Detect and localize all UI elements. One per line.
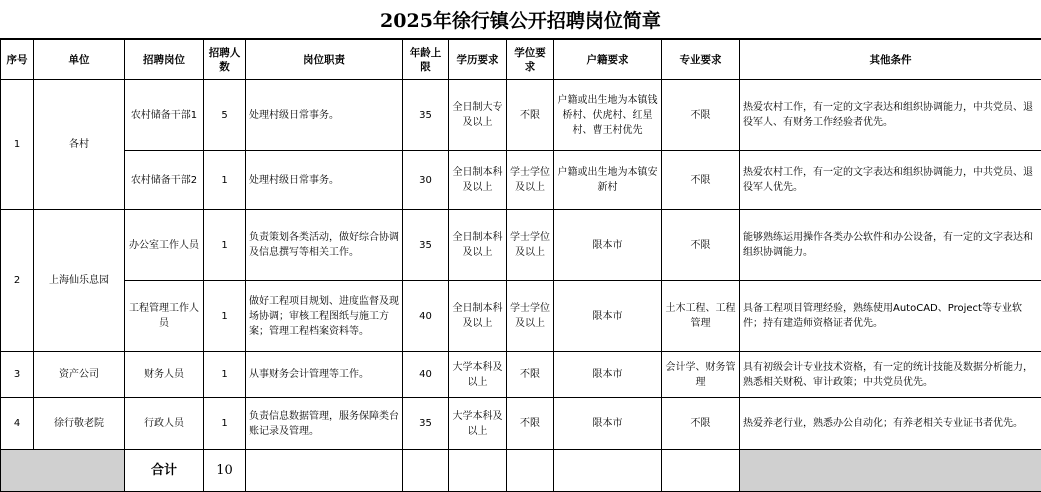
page-title: 2025年徐行镇公开招聘岗位简章 bbox=[0, 0, 1041, 39]
row-other: 具有初级会计专业技术资格，有一定的统计技能及数据分析能力，熟悉相关财税、审计政策；中共党员优先。 bbox=[740, 352, 1041, 398]
row-age: 40 bbox=[403, 352, 449, 398]
row-count: 1 bbox=[204, 352, 246, 398]
row-age: 40 bbox=[403, 281, 449, 352]
total-blank bbox=[554, 450, 662, 492]
header-other: 其他条件 bbox=[740, 40, 1041, 80]
row-index: 1 bbox=[1, 80, 34, 210]
row-age: 35 bbox=[403, 80, 449, 151]
row-degree: 学士学位及以上 bbox=[507, 210, 554, 281]
row-degree: 学士学位及以上 bbox=[507, 151, 554, 210]
table-row bbox=[1, 151, 1041, 210]
header-major: 专业要求 bbox=[662, 40, 740, 80]
total-row bbox=[1, 450, 1041, 492]
row-position: 财务人员 bbox=[125, 352, 204, 398]
row-hukou: 户籍或出生地为本镇钱桥村、伏虎村、红星村、曹王村优先 bbox=[554, 80, 662, 151]
row-unit: 上海仙乐息园 bbox=[34, 210, 125, 352]
header-hukou: 户籍要求 bbox=[554, 40, 662, 80]
row-age: 35 bbox=[403, 398, 449, 450]
row-major: 不限 bbox=[662, 398, 740, 450]
table-row bbox=[1, 398, 1041, 450]
row-index: 4 bbox=[1, 398, 34, 450]
row-duty: 做好工程项目规划、进度监督及现场协调；审核工程图纸与施工方案；管理工程档案资料等。 bbox=[246, 281, 403, 352]
row-duty: 处理村级日常事务。 bbox=[246, 80, 403, 151]
header-unit: 单位 bbox=[34, 40, 125, 80]
row-count: 1 bbox=[204, 281, 246, 352]
row-hukou: 户籍或出生地为本镇安新村 bbox=[554, 151, 662, 210]
table-row bbox=[1, 352, 1041, 398]
row-position: 农村储备干部1 bbox=[125, 80, 204, 151]
row-education: 大学本科及以上 bbox=[449, 352, 507, 398]
header-degree: 学位要求 bbox=[507, 40, 554, 80]
row-education: 大学本科及以上 bbox=[449, 398, 507, 450]
row-education: 全日制本科及以上 bbox=[449, 151, 507, 210]
row-unit: 资产公司 bbox=[34, 352, 125, 398]
row-position: 农村储备干部2 bbox=[125, 151, 204, 210]
table-row bbox=[1, 281, 1041, 352]
row-duty: 处理村级日常事务。 bbox=[246, 151, 403, 210]
row-index: 3 bbox=[1, 352, 34, 398]
row-education: 全日制本科及以上 bbox=[449, 281, 507, 352]
row-major: 会计学、财务管理 bbox=[662, 352, 740, 398]
row-major: 土木工程、工程管理 bbox=[662, 281, 740, 352]
row-duty: 负责信息数据管理，服务保障类台账记录及管理。 bbox=[246, 398, 403, 450]
row-hukou: 限本市 bbox=[554, 398, 662, 450]
total-blank-right bbox=[740, 450, 1041, 492]
header-education: 学历要求 bbox=[449, 40, 507, 80]
row-other: 热爱农村工作，有一定的文字表达和组织协调能力，中共党员、退役军人、有财务工作经验者优先。 bbox=[740, 80, 1041, 151]
row-major: 不限 bbox=[662, 80, 740, 151]
header-duty: 岗位职责 bbox=[246, 40, 403, 80]
row-age: 35 bbox=[403, 210, 449, 281]
row-duty: 负责策划各类活动，做好综合协调及信息撰写等相关工作。 bbox=[246, 210, 403, 281]
row-position: 行政人员 bbox=[125, 398, 204, 450]
total-blank bbox=[507, 450, 554, 492]
row-index: 2 bbox=[1, 210, 34, 352]
header-index: 序号 bbox=[1, 40, 34, 80]
row-major: 不限 bbox=[662, 151, 740, 210]
row-hukou: 限本市 bbox=[554, 210, 662, 281]
row-major: 不限 bbox=[662, 210, 740, 281]
row-position: 工程管理工作人员 bbox=[125, 281, 204, 352]
row-count: 5 bbox=[204, 80, 246, 151]
row-education: 全日制大专及以上 bbox=[449, 80, 507, 151]
row-education: 全日制本科及以上 bbox=[449, 210, 507, 281]
total-blank bbox=[403, 450, 449, 492]
total-blank bbox=[662, 450, 740, 492]
header-age: 年龄上限 bbox=[403, 40, 449, 80]
row-unit: 各村 bbox=[34, 80, 125, 210]
row-degree: 不限 bbox=[507, 398, 554, 450]
row-other: 热爱农村工作，有一定的文字表达和组织协调能力，中共党员、退役军人优先。 bbox=[740, 151, 1041, 210]
table-header-row bbox=[1, 40, 1041, 80]
row-degree: 不限 bbox=[507, 80, 554, 151]
row-age: 30 bbox=[403, 151, 449, 210]
header-count: 招聘人数 bbox=[204, 40, 246, 80]
total-value: 10 bbox=[204, 450, 246, 492]
row-duty: 从事财务会计管理等工作。 bbox=[246, 352, 403, 398]
total-label: 合计 bbox=[125, 450, 204, 492]
row-hukou: 限本市 bbox=[554, 281, 662, 352]
row-unit: 徐行敬老院 bbox=[34, 398, 125, 450]
header-position: 招聘岗位 bbox=[125, 40, 204, 80]
row-count: 1 bbox=[204, 210, 246, 281]
total-blank-left bbox=[1, 450, 125, 492]
table-row bbox=[1, 80, 1041, 151]
row-other: 热爱养老行业，熟悉办公自动化；有养老相关专业证书者优先。 bbox=[740, 398, 1041, 450]
total-blank bbox=[246, 450, 403, 492]
row-count: 1 bbox=[204, 398, 246, 450]
row-position: 办公室工作人员 bbox=[125, 210, 204, 281]
row-other: 能够熟练运用操作各类办公软件和办公设备，有一定的文字表达和组织协调能力。 bbox=[740, 210, 1041, 281]
table-row bbox=[1, 210, 1041, 281]
recruitment-table bbox=[0, 39, 1041, 492]
row-count: 1 bbox=[204, 151, 246, 210]
row-hukou: 限本市 bbox=[554, 352, 662, 398]
row-degree: 不限 bbox=[507, 352, 554, 398]
row-degree: 学士学位及以上 bbox=[507, 281, 554, 352]
total-blank bbox=[449, 450, 507, 492]
row-other: 具备工程项目管理经验，熟练使用AutoCAD、Project等专业软件；持有建造师资格证者优先。 bbox=[740, 281, 1041, 352]
